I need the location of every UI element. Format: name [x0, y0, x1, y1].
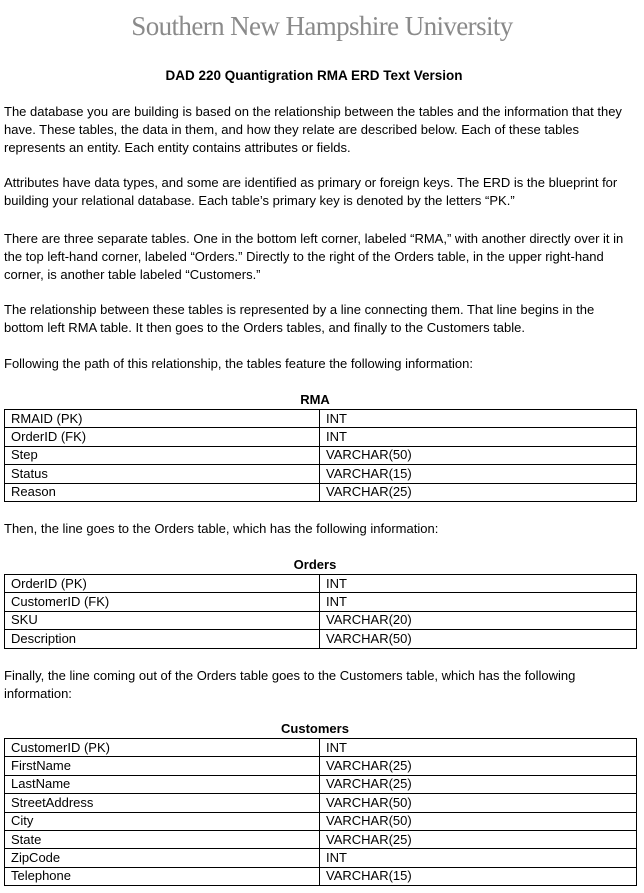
customers-intro-paragraph: Finally, the line coming out of the Orders table goes to the Customers table, which has the following information: [4, 668, 576, 702]
rma-table [4, 409, 637, 502]
table-row [5, 849, 637, 867]
field-name-cell: RMAID (PK) [5, 410, 320, 428]
rma-table-caption: RMA [300, 392, 330, 407]
attributes-paragraph: Attributes have data types, and some are identified as primary or foreign keys. The ERD is the blueprint for building your relational database. Each table’s primary key is denoted by the letters “PK.” [4, 175, 618, 209]
field-name-cell: FirstName [5, 757, 320, 775]
field-type-cell: VARCHAR(20) [320, 611, 637, 629]
table-row [5, 575, 637, 593]
field-type-cell: VARCHAR(25) [320, 483, 637, 501]
relationship-paragraph: The relationship between these tables is represented by a line connecting them. That line begins in the bottom left RMA table. It then goes to the Orders tables, and finally to the Customers table. [4, 302, 595, 336]
field-name-cell: CustomerID (FK) [5, 593, 320, 611]
university-logo: Southern New Hampshire University [131, 11, 513, 41]
field-type-cell: VARCHAR(15) [320, 465, 637, 483]
table-row [5, 775, 637, 793]
field-type-cell: VARCHAR(50) [320, 446, 637, 464]
table-row [5, 830, 637, 848]
table-row [5, 630, 637, 648]
field-name-cell: LastName [5, 775, 320, 793]
page-title: DAD 220 Quantigration RMA ERD Text Version [165, 68, 463, 83]
orders-table [4, 574, 637, 649]
field-name-cell: CustomerID (PK) [5, 739, 320, 757]
field-name-cell: Step [5, 446, 320, 464]
field-name-cell: OrderID (FK) [5, 428, 320, 446]
orders-intro-paragraph: Then, the line goes to the Orders table, which has the following information: [4, 521, 439, 536]
table-row [5, 465, 637, 483]
table-row [5, 446, 637, 464]
field-type-cell: INT [320, 593, 637, 611]
tables-layout-paragraph: There are three separate tables. One in the bottom left corner, labeled “RMA,” with another directly over it in the top left-hand corner, labeled “Orders.” Directly to the right of the Orders table, in the upper right-hand corner, is another table labeled “Customers.” [4, 231, 624, 283]
field-type-cell: VARCHAR(15) [320, 867, 637, 885]
table-row [5, 611, 637, 629]
table-row [5, 739, 637, 757]
table-row [5, 867, 637, 885]
table-row [5, 410, 637, 428]
field-type-cell: VARCHAR(25) [320, 830, 637, 848]
table-row [5, 428, 637, 446]
field-name-cell: OrderID (PK) [5, 575, 320, 593]
table-row [5, 757, 637, 775]
field-type-cell: INT [320, 849, 637, 867]
field-type-cell: INT [320, 428, 637, 446]
field-name-cell: Telephone [5, 867, 320, 885]
table-row [5, 593, 637, 611]
field-name-cell: Reason [5, 483, 320, 501]
field-name-cell: Description [5, 630, 320, 648]
field-name-cell: Status [5, 465, 320, 483]
field-name-cell: ZipCode [5, 849, 320, 867]
table-row [5, 794, 637, 812]
table-row [5, 483, 637, 501]
field-type-cell: VARCHAR(50) [320, 794, 637, 812]
field-name-cell: State [5, 830, 320, 848]
field-type-cell: VARCHAR(50) [320, 630, 637, 648]
field-type-cell: INT [320, 410, 637, 428]
field-type-cell: INT [320, 575, 637, 593]
intro-paragraph: The database you are building is based on the relationship between the tables and the information that they have. These tables, the data in them, and how they relate are described below. Each of these tables represents an entity. Each entity contains attributes or fields. [4, 104, 622, 156]
path-paragraph: Following the path of this relationship, the tables feature the following information: [4, 356, 473, 371]
field-name-cell: StreetAddress [5, 794, 320, 812]
field-name-cell: City [5, 812, 320, 830]
field-type-cell: VARCHAR(50) [320, 812, 637, 830]
table-row [5, 812, 637, 830]
field-name-cell: SKU [5, 611, 320, 629]
customers-table-caption: Customers [281, 721, 349, 736]
field-type-cell: INT [320, 739, 637, 757]
field-type-cell: VARCHAR(25) [320, 757, 637, 775]
field-type-cell: VARCHAR(25) [320, 775, 637, 793]
customers-table [4, 738, 637, 886]
orders-table-caption: Orders [293, 557, 337, 572]
